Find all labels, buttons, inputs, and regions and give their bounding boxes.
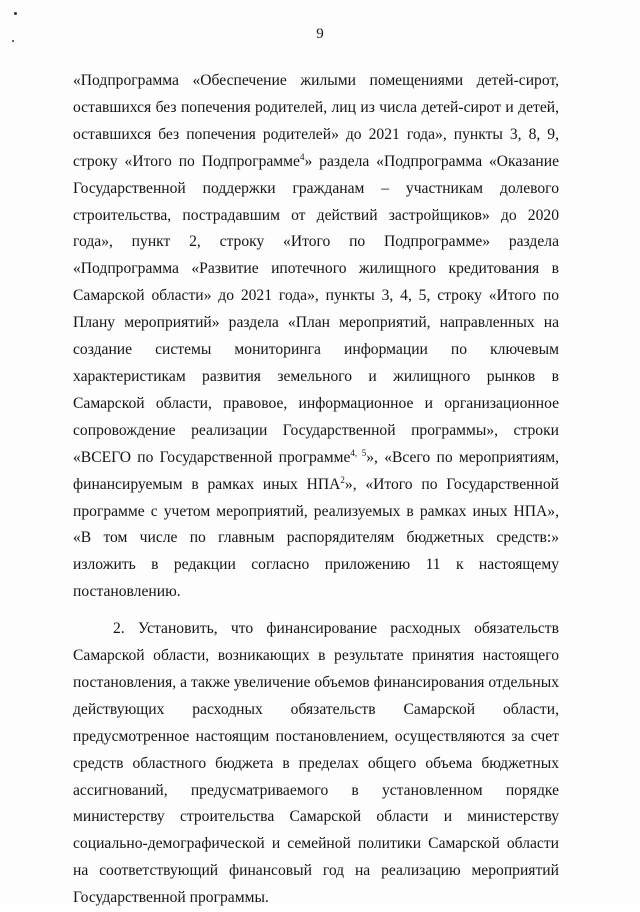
paragraph-amendments: [73, 68, 559, 606]
footnote-ref: 4, 5: [350, 447, 367, 458]
text-run: 2. Установить, что финансирование расходных обязательств Самарской области, возникающих в результате принятия настоящего постановления, а также увеличение объемов финансирования отдельных действующих расходных обязательств Самарской области, предусмотренное настоящим постановлением, осуществляются за счет средств областного бюджета в пределах общего объема бюджетных ассигнований, предусматриваемого в установленном порядке министерству строительства Самарской области и министерству социально-демографической и семейной политики Самарской области на соответствующий финансовый год на реализацию мероприятий Государственной программы.: [73, 620, 559, 907]
text-run: «Подпрограмма «Обеспечение жилыми помещениями детей-сирот, оставшихся без попечения родителей, лиц из числа детей-сирот и детей, оставшихся без попечения родителей» до 2021 года», пункты 3, 8, 9, строку «Итого по Подпрограмме: [73, 72, 559, 170]
body-text: [73, 68, 559, 912]
scan-speck: [12, 40, 14, 42]
paragraph-item-2: [73, 616, 559, 912]
scan-speck: [14, 12, 17, 15]
footnote-ref: 4: [299, 151, 305, 162]
text-run: » раздела «Подпрограмма «Оказание Государственной поддержки гражданам – участникам долевого строительства, пострадавшим от действий застройщиков» до 2020 года», пункт 2, строку «Итого по Подпрограмме» раздела «Подпрограмма «Развитие ипотечного жилищного кредитования в Самарской области» до 2021 года», пункты 3, 4, 5, строку «Итого по Плану мероприятий» раздела «План мероприятий, направленных на создание системы мониторинга информации по ключевым характеристикам развития земельного и жилищного рынков в Самарской области, правовое, информационное и организационное сопровождение реализации Государственной программы», строки «ВСЕГО по Государственной программе: [73, 152, 559, 466]
text-run: », «Итого по Государственной программе с учетом мероприятий, реализуемых в рамках иных НПА», «В том числе по главным распорядителям бюджетных средств:» изложить в редакции согласно приложению 11 к настоящему постановлению.: [73, 475, 560, 601]
page-number: 9: [316, 26, 324, 42]
text-run: », «Всего по мероприятиям, финансируемым в рамках иных НПА: [73, 448, 560, 493]
footnote-ref: 2: [340, 474, 345, 485]
